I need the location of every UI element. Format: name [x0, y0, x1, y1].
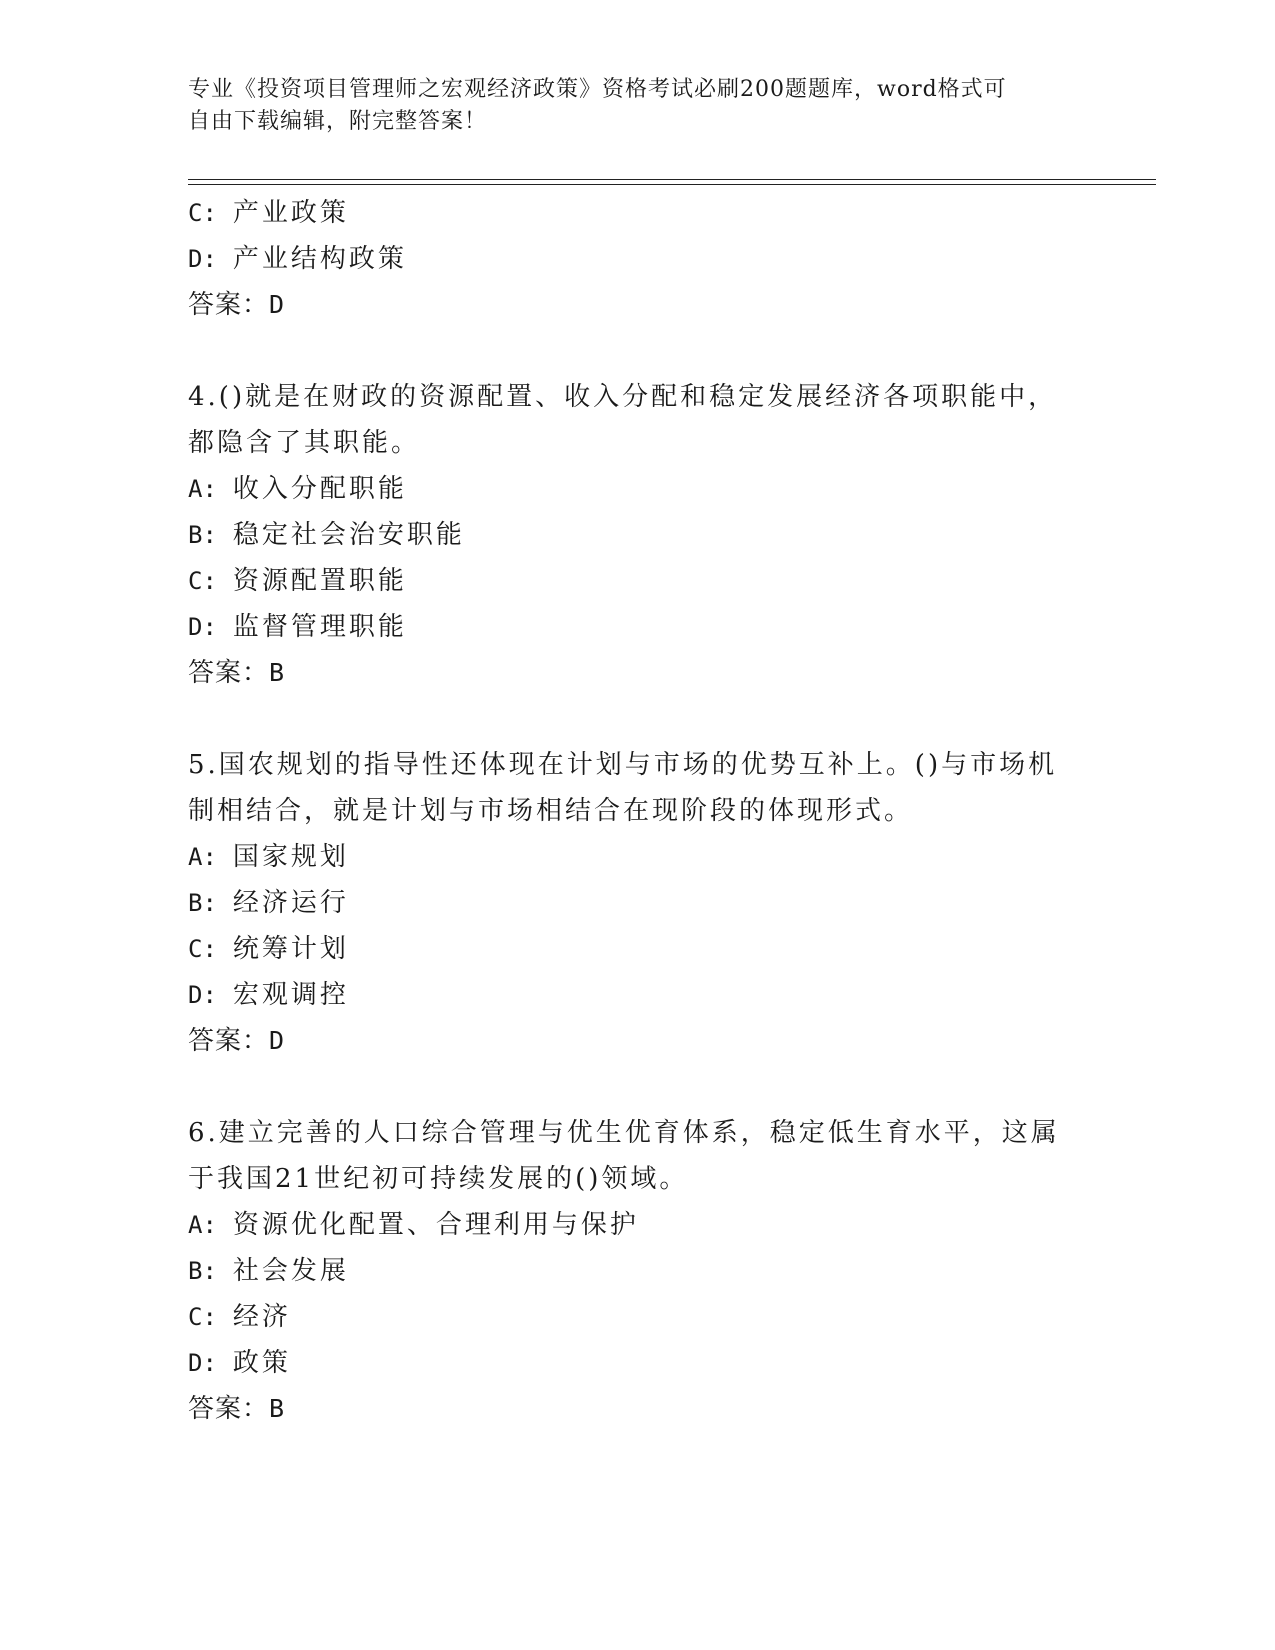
option-text: 经济 — [232, 1302, 291, 1332]
option-c — [188, 558, 1088, 604]
header-divider-bottom — [188, 184, 1156, 185]
option-d — [188, 1340, 1088, 1386]
answer-value: D — [269, 1026, 286, 1055]
question-text — [188, 374, 1068, 466]
document-body — [188, 190, 1088, 1432]
option-label: A: — [188, 1211, 217, 1239]
question-block-3-tail — [188, 190, 1088, 328]
option-d — [188, 604, 1088, 650]
header-divider-top — [188, 179, 1156, 180]
option-b — [188, 880, 1088, 926]
question-text-line-1: 6.建立完善的人口综合管理与优生优育体系，稳定低生育水平，这属 — [188, 1118, 1060, 1148]
option-label: C: — [188, 199, 217, 227]
question-text-line-2: 于我国21世纪初可持续发展的()领域。 — [188, 1164, 689, 1194]
option-text: 产业政策 — [232, 198, 349, 228]
question-text-line-2: 都隐含了其职能。 — [188, 428, 421, 458]
option-label: D: — [188, 613, 217, 641]
option-c — [188, 926, 1088, 972]
option-text: 稳定社会治安职能 — [232, 520, 465, 550]
question-text — [188, 1110, 1068, 1202]
option-b — [188, 512, 1088, 558]
option-b — [188, 1248, 1088, 1294]
option-label: D: — [188, 245, 217, 273]
option-label: B: — [188, 1257, 217, 1285]
option-text: 统筹计划 — [232, 934, 349, 964]
question-text-line-1: 5.国农规划的指导性还体现在计划与市场的优势互补上。()与市场机 — [188, 750, 1058, 780]
question-block-5 — [188, 742, 1088, 1064]
option-label: C: — [188, 1303, 217, 1331]
answer-value: D — [269, 290, 286, 319]
option-label: B: — [188, 889, 217, 917]
answer-label: 答案： — [188, 290, 270, 320]
answer-value: B — [269, 1394, 286, 1423]
option-text: 监督管理职能 — [232, 612, 407, 642]
option-c — [188, 190, 1088, 236]
option-label: C: — [188, 567, 217, 595]
option-text: 国家规划 — [232, 842, 349, 872]
option-label: C: — [188, 935, 217, 963]
question-block-4 — [188, 374, 1088, 696]
question-block-6 — [188, 1110, 1088, 1432]
answer-line — [188, 1386, 1088, 1432]
option-label: A: — [188, 843, 217, 871]
question-text-line-2: 制相结合，就是计划与市场相结合在现阶段的体现形式。 — [188, 796, 914, 826]
option-text: 产业结构政策 — [232, 244, 407, 274]
option-a — [188, 1202, 1088, 1248]
option-text: 政策 — [232, 1348, 291, 1378]
answer-label: 答案： — [188, 1394, 270, 1424]
question-text-line-1: 4.()就是在财政的资源配置、收入分配和稳定发展经济各项职能中， — [188, 382, 1058, 412]
document-header — [188, 74, 1068, 138]
option-text: 资源优化配置、合理利用与保护 — [232, 1210, 639, 1240]
option-text: 社会发展 — [232, 1256, 349, 1286]
option-text: 经济运行 — [232, 888, 349, 918]
answer-label: 答案： — [188, 1026, 270, 1056]
header-line-1: 专业《投资项目管理师之宏观经济政策》资格考试必刷200题题库，word格式可 — [188, 77, 1007, 102]
option-text: 收入分配职能 — [232, 474, 407, 504]
option-label: A: — [188, 475, 217, 503]
option-d — [188, 972, 1088, 1018]
answer-value: B — [269, 658, 286, 687]
answer-line — [188, 1018, 1088, 1064]
answer-line — [188, 282, 1088, 328]
option-text: 宏观调控 — [232, 980, 349, 1010]
option-label: D: — [188, 981, 217, 1009]
option-label: D: — [188, 1349, 217, 1377]
question-text — [188, 742, 1068, 834]
option-a — [188, 834, 1088, 880]
option-d — [188, 236, 1088, 282]
answer-line — [188, 650, 1088, 696]
option-text: 资源配置职能 — [232, 566, 407, 596]
header-line-2: 自由下载编辑，附完整答案！ — [188, 109, 488, 134]
answer-label: 答案： — [188, 658, 270, 688]
option-label: B: — [188, 521, 217, 549]
option-a — [188, 466, 1088, 512]
option-c — [188, 1294, 1088, 1340]
